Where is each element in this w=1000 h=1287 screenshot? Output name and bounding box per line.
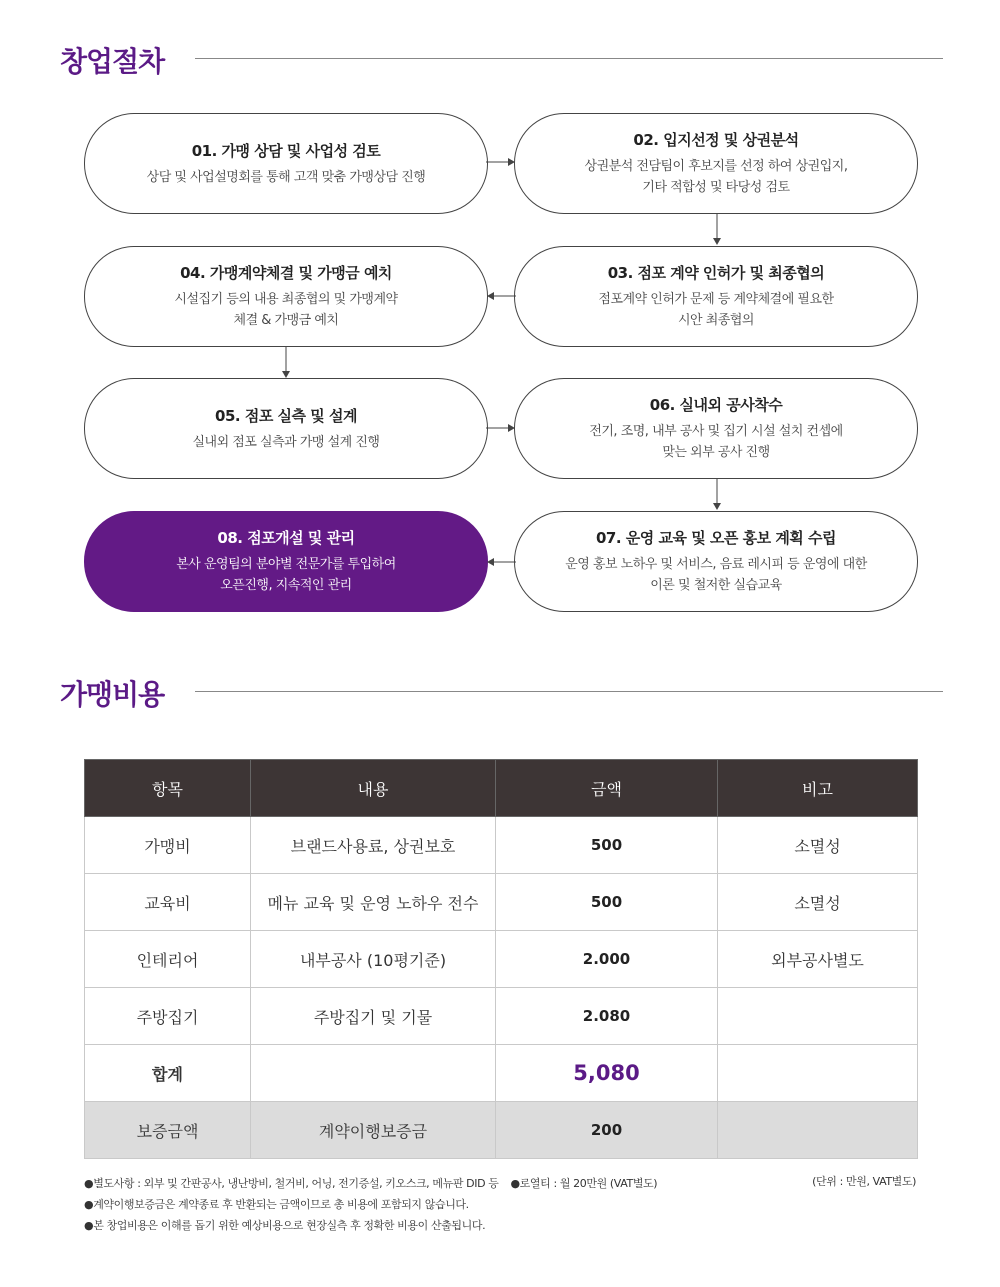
step-description: 점포계약 인허가 문제 등 계약체결에 필요한 시안 최종협의 bbox=[598, 292, 834, 328]
cell-amount: 500 bbox=[496, 817, 718, 874]
note-royalty: ●로열티 : 월 20만원 (VAT별도) bbox=[510, 1177, 658, 1190]
cell-note bbox=[718, 988, 918, 1045]
deposit-label: 보증금액 bbox=[85, 1102, 251, 1159]
table-row bbox=[85, 874, 918, 931]
note-deposit: ●계약이행보증금은 계약종료 후 반환되는 금액이므로 총 비용에 포함되지 않습니다. bbox=[84, 1198, 469, 1211]
step-description: 실내외 점포 실측과 가맹 설계 진행 bbox=[192, 434, 380, 450]
cell-item: 교육비 bbox=[85, 874, 251, 931]
deposit-note bbox=[718, 1102, 918, 1159]
cost-notes bbox=[84, 1173, 657, 1236]
process-step-02 bbox=[514, 113, 918, 214]
step-title: 01. 가맹 상담 및 사업성 검토 bbox=[191, 141, 381, 160]
arrow-right-icon bbox=[486, 156, 516, 168]
deposit-row bbox=[85, 1102, 918, 1159]
process-section-title: 창업절차 bbox=[60, 45, 165, 78]
arrow-down-icon bbox=[711, 479, 723, 511]
process-step-04 bbox=[84, 246, 488, 347]
process-title-divider bbox=[195, 58, 943, 59]
step-title: 05. 점포 실측 및 설계 bbox=[215, 406, 357, 425]
total-row bbox=[85, 1045, 918, 1102]
process-step-05 bbox=[84, 378, 488, 479]
cell-amount: 500 bbox=[496, 874, 718, 931]
step-description: 시설집기 등의 내용 최종협의 및 가맹계약 체결 & 가맹금 예치 bbox=[174, 292, 398, 328]
cell-note: 소멸성 bbox=[718, 817, 918, 874]
header-item: 항목 bbox=[85, 760, 251, 817]
arrow-left-icon bbox=[486, 556, 516, 568]
arrow-left-icon bbox=[486, 290, 516, 302]
header-content: 내용 bbox=[251, 760, 496, 817]
cell-item: 주방집기 bbox=[85, 988, 251, 1045]
process-step-01 bbox=[84, 113, 488, 214]
step-description: 상권분석 전담팀이 후보지를 선정 하여 상권입지, 기타 적합성 및 타당성 검토 bbox=[584, 159, 848, 195]
header-note: 비고 bbox=[718, 760, 918, 817]
step-title: 04. 가맹계약체결 및 가맹금 예치 bbox=[180, 264, 392, 282]
cell-item: 가맹비 bbox=[85, 817, 251, 874]
step-title: 08. 점포개설 및 관리 bbox=[217, 529, 355, 547]
process-step-07 bbox=[514, 511, 918, 612]
table-row bbox=[85, 817, 918, 874]
cell-item: 인테리어 bbox=[85, 931, 251, 988]
step-description: 전기, 조명, 내부 공사 및 집기 시설 설치 컨셉에 맞는 외부 공사 진행 bbox=[589, 424, 843, 460]
step-description: 운영 홍보 노하우 및 서비스, 음료 레시피 등 운영에 대한 이론 및 철저한 실습교육 bbox=[565, 557, 867, 593]
step-description: 본사 운영팀의 분야별 전문가를 투입하여 오픈진행, 지속적인 관리 bbox=[176, 557, 396, 593]
cost-title-divider bbox=[195, 691, 943, 692]
unit-note: (단위 : 만원, VAT별도) bbox=[812, 1175, 916, 1188]
arrow-down-icon bbox=[280, 347, 292, 379]
arrow-right-icon bbox=[486, 422, 516, 434]
total-label: 합계 bbox=[85, 1045, 251, 1102]
note-line bbox=[84, 1173, 657, 1194]
cell-content: 메뉴 교육 및 운영 노하우 전수 bbox=[251, 874, 496, 931]
note-estimate: ●본 창업비용은 이해를 돕기 위한 예상비용으로 현장실측 후 정확한 비용이 산출됩니다. bbox=[84, 1219, 486, 1232]
cost-table bbox=[84, 759, 918, 1159]
step-title: 02. 입지선정 및 상권분석 bbox=[633, 131, 799, 149]
process-step-03 bbox=[514, 246, 918, 347]
cell-content: 내부공사 (10평기준) bbox=[251, 931, 496, 988]
deposit-content: 계약이행보증금 bbox=[251, 1102, 496, 1159]
process-step-06 bbox=[514, 378, 918, 479]
process-step-08 bbox=[84, 511, 488, 612]
note-extra-costs: ●별도사항 : 외부 및 간판공사, 냉난방비, 철거비, 어닝, 전기증설, 키오스크, 메뉴판 DID 등 bbox=[84, 1177, 499, 1190]
header-amount: 금액 bbox=[496, 760, 718, 817]
cell-amount: 2.080 bbox=[496, 988, 718, 1045]
total-note bbox=[718, 1045, 918, 1102]
table-row bbox=[85, 988, 918, 1045]
total-content bbox=[251, 1045, 496, 1102]
deposit-amount: 200 bbox=[496, 1102, 718, 1159]
step-title: 06. 실내외 공사착수 bbox=[649, 396, 783, 414]
total-amount: 5,080 bbox=[496, 1045, 718, 1102]
table-row bbox=[85, 931, 918, 988]
cell-amount: 2.000 bbox=[496, 931, 718, 988]
table-header-row bbox=[85, 760, 918, 817]
cell-note: 소멸성 bbox=[718, 874, 918, 931]
cell-note: 외부공사별도 bbox=[718, 931, 918, 988]
cell-content: 주방집기 및 기물 bbox=[251, 988, 496, 1045]
step-title: 03. 점포 계약 인허가 및 최종협의 bbox=[607, 264, 825, 282]
arrow-down-icon bbox=[711, 214, 723, 246]
step-description: 상담 및 사업설명회를 통해 고객 맞춤 가맹상담 진행 bbox=[146, 169, 426, 185]
step-title: 07. 운영 교육 및 오픈 홍보 계획 수립 bbox=[596, 529, 836, 547]
cost-section-title: 가맹비용 bbox=[60, 678, 165, 711]
cell-content: 브랜드사용료, 상권보호 bbox=[251, 817, 496, 874]
